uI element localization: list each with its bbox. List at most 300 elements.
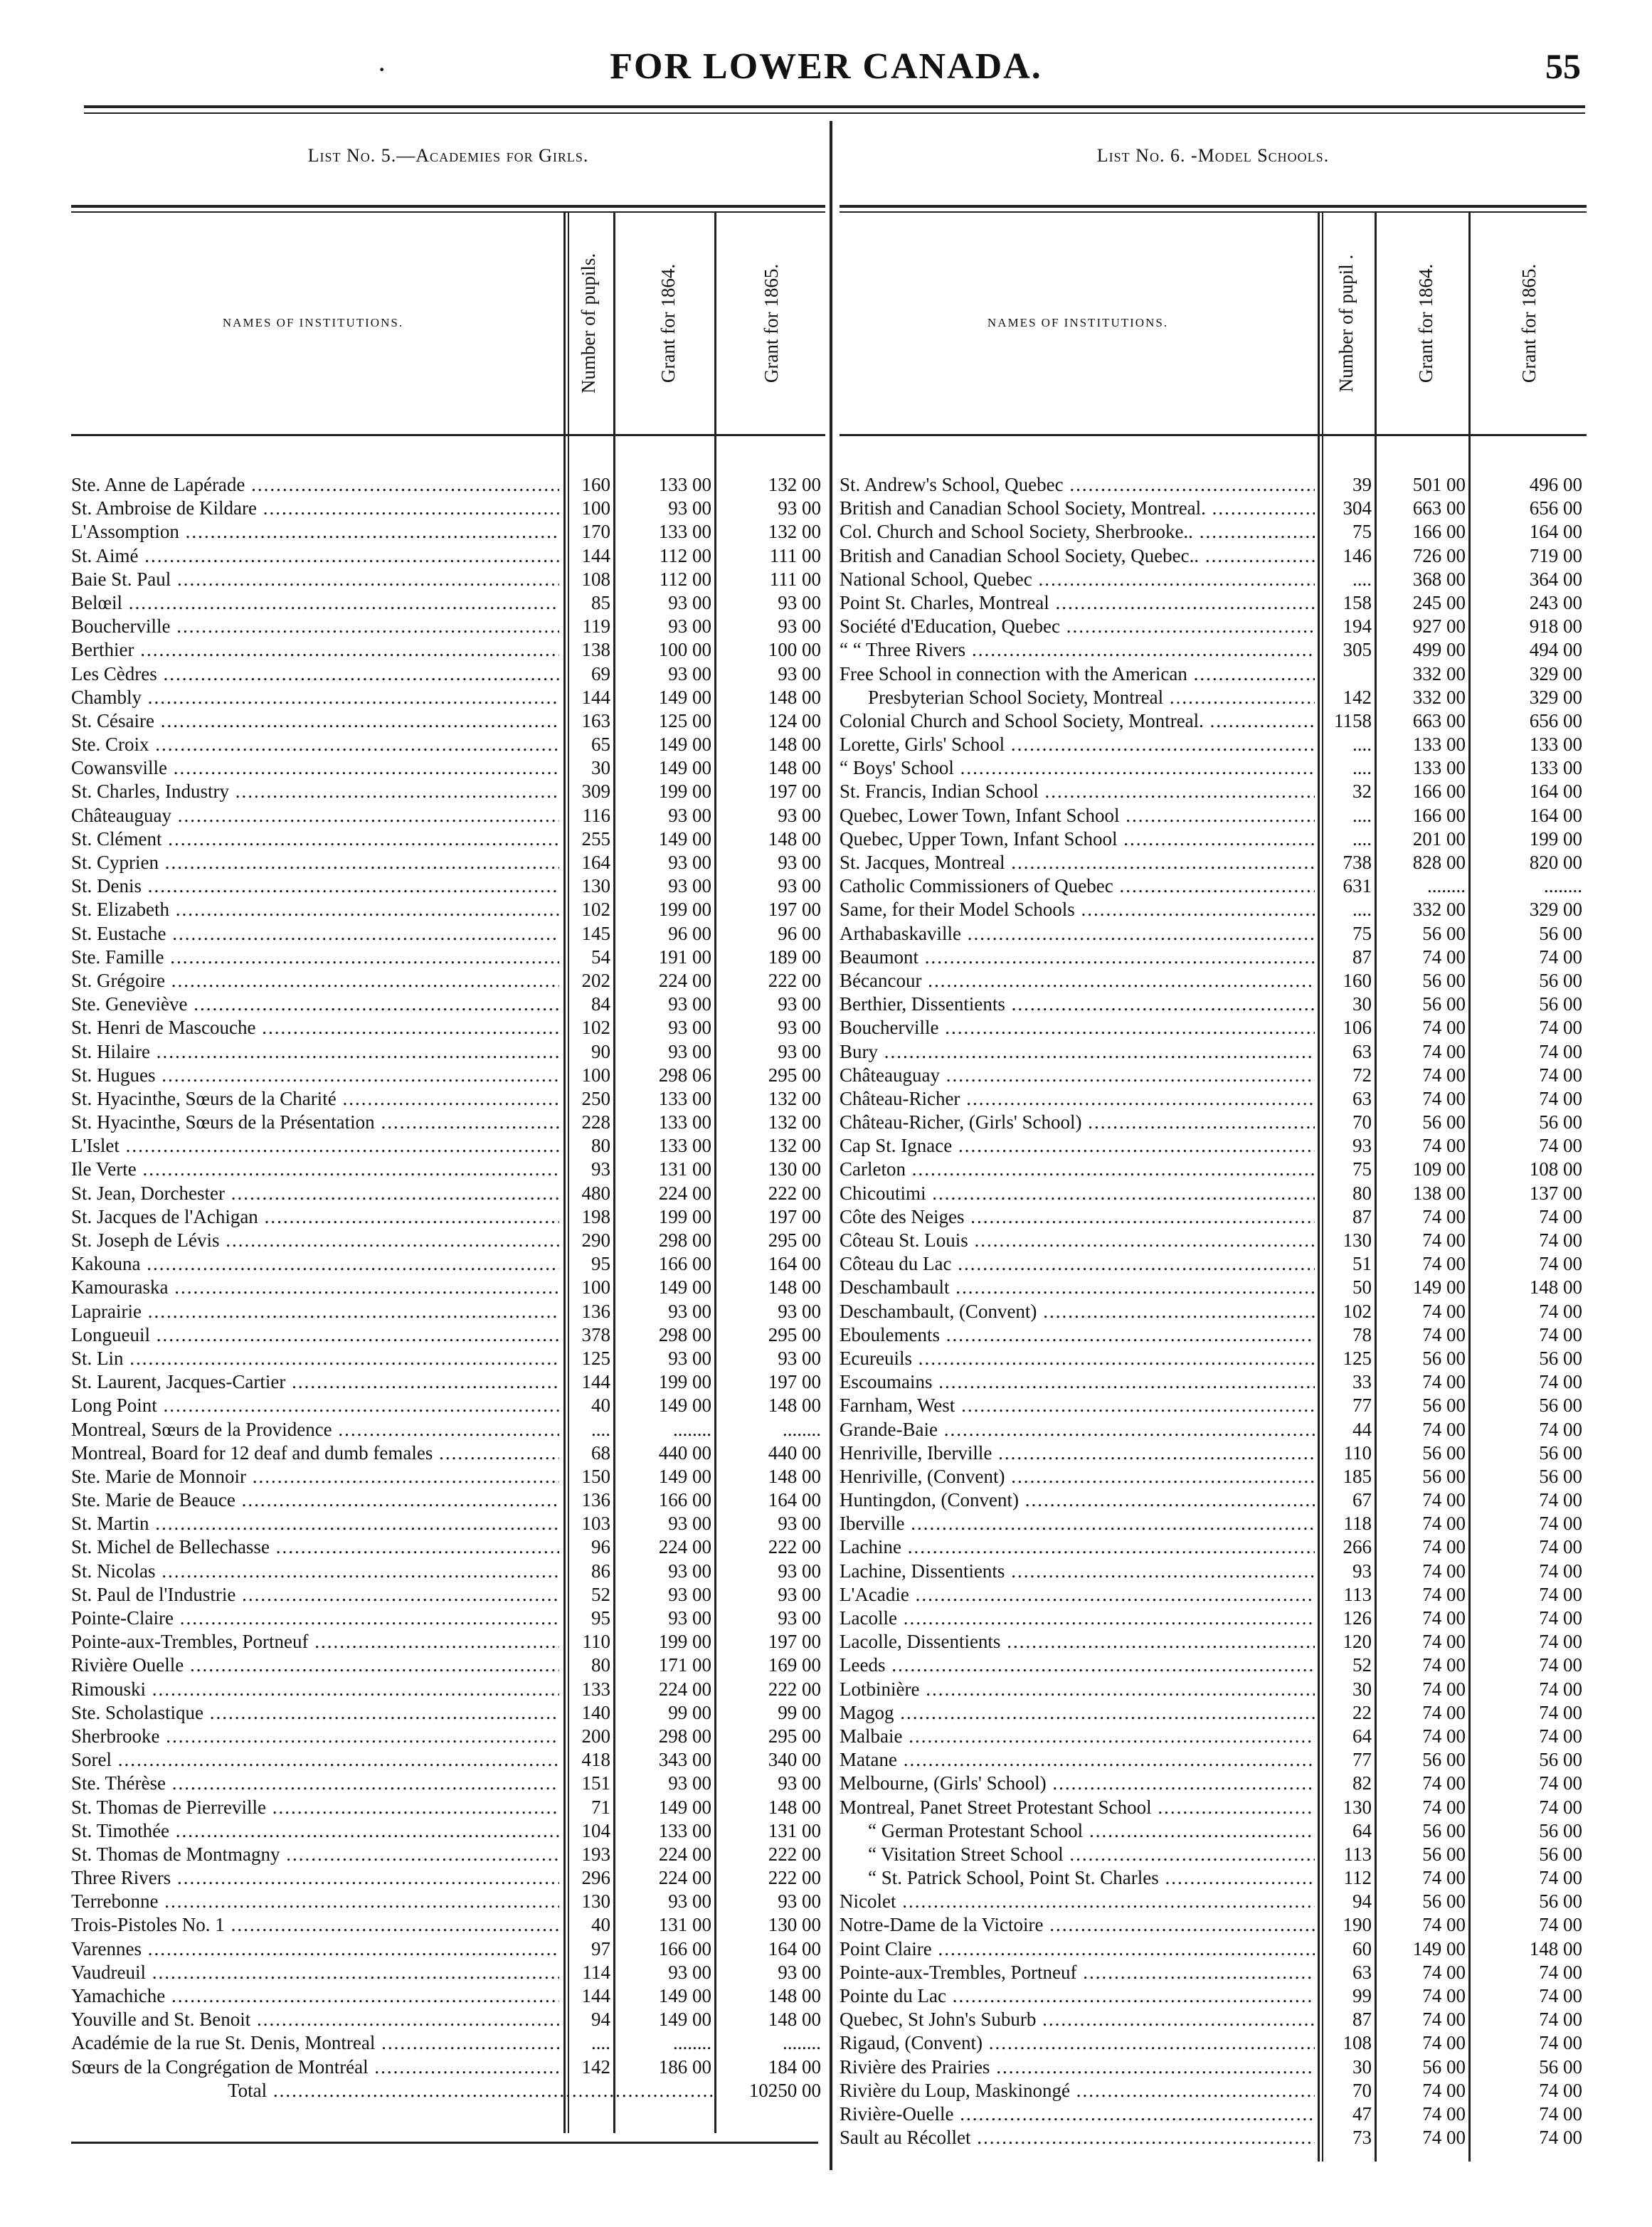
table-row [71, 1016, 825, 1040]
institution-name: St. Henri de Mascouche ..... [71, 1016, 559, 1040]
table-row [71, 1654, 825, 1677]
institution-name: Three Rivers ..... [71, 1866, 559, 1890]
grant-1865-cell: 329 00 [1529, 662, 1582, 684]
institution-name: St. Hugues ..... [71, 1064, 559, 1087]
grant-1864-cell: 74 00 [1422, 1654, 1466, 1676]
pupils-cell: 136 [581, 1300, 610, 1322]
table-row [840, 2031, 1587, 2055]
grant-1865-cell: 329 00 [1529, 686, 1582, 708]
institution-name: Beaumont ..... [840, 946, 1315, 969]
grant-1865-cell: 93 00 [778, 662, 821, 684]
pupils-cell: 40 [591, 1914, 610, 1936]
pupils-cell: 63 [1352, 1087, 1372, 1109]
grant-1865-cell: 197 00 [768, 1631, 821, 1653]
grant-1865-cell: 820 00 [1529, 852, 1582, 873]
institution-name: Presbyterian School Society, Montreal ..... [840, 686, 1315, 709]
institution-name: Rigaud, (Convent) ..... [840, 2031, 1315, 2055]
pupils-cell: 200 [581, 1725, 610, 1747]
table-row [71, 544, 825, 568]
grant-1865-cell: 74 00 [1539, 1205, 1582, 1227]
table-row [840, 1134, 1587, 1158]
grant-1864-cell: 298 06 [658, 1064, 711, 1086]
pupils-cell: 151 [581, 1772, 610, 1794]
institution-name: Lacolle ..... [840, 1607, 1315, 1630]
table-row [71, 1205, 825, 1229]
table-row [71, 1937, 825, 1961]
grant-1865-cell: 93 00 [778, 497, 821, 519]
institution-name: Grande-Baie ..... [840, 1418, 1315, 1442]
grant-1864-cell: 149 00 [1412, 1276, 1466, 1298]
institution-name: Berthier ..... [71, 638, 559, 662]
institution-name: Quebec, St John's Suburb ..... [840, 2008, 1315, 2031]
grant-1865-cell: 169 00 [768, 1654, 821, 1676]
grant-1865-cell: 93 00 [778, 875, 821, 897]
grant-1864-cell: 74 00 [1422, 2009, 1466, 2031]
table-row [71, 993, 825, 1016]
pupils-cell: 1158 [1334, 709, 1372, 731]
grant-1865-cell: ........ [1544, 875, 1582, 897]
pupils-cell: .... [1352, 757, 1372, 779]
grant-1865-cell: 56 00 [1539, 969, 1582, 991]
pupils-cell: 158 [1343, 591, 1372, 613]
institution-name: Ste. Marie de Beauce ..... [71, 1488, 559, 1512]
grant-1864-cell: 74 00 [1422, 1064, 1466, 1086]
grant-1865-cell: 184 00 [768, 2056, 821, 2078]
table-row [71, 497, 825, 520]
institution-name: Bury ..... [840, 1040, 1315, 1064]
grant-1864-cell: 56 00 [1422, 1843, 1466, 1865]
pupils-cell: 69 [591, 662, 610, 684]
table-row [840, 1418, 1587, 1442]
grant-1865-cell: 93 00 [778, 1772, 821, 1794]
table-row [71, 1630, 825, 1654]
institution-name: Châteauguay ..... [840, 1064, 1315, 1087]
grant-1864-cell: 133 00 [658, 474, 711, 495]
table-row [71, 1772, 825, 1795]
pupils-cell: 60 [1352, 1937, 1372, 1959]
grant-1865-cell: 364 00 [1529, 568, 1582, 590]
table-row [840, 827, 1587, 851]
table-row [71, 2008, 825, 2031]
pupils-cell: 94 [591, 2009, 610, 2031]
grant-1865-cell: 295 00 [768, 1064, 821, 1086]
pupils-cell: 64 [1352, 1819, 1372, 1841]
table-row [840, 1370, 1587, 1394]
right-col-names-header: NAMES OF INSTITUTIONS. [987, 316, 1169, 329]
grant-1864-cell: 112 00 [659, 544, 711, 566]
grant-1865-cell: 74 00 [1539, 946, 1582, 968]
pupils-cell: 97 [591, 1937, 610, 1959]
grant-1865-cell: 111 00 [769, 568, 821, 590]
pupils-cell: 150 [581, 1465, 610, 1487]
grant-1864-cell: 663 00 [1412, 709, 1466, 731]
grant-1864-cell: ........ [673, 2032, 711, 2054]
table-row [840, 1654, 1587, 1677]
institution-name: St. Jean, Dorchester ..... [71, 1182, 559, 1205]
pupils-cell: 119 [582, 615, 610, 638]
grant-1865-cell: 197 00 [768, 781, 821, 803]
table-row [840, 2102, 1587, 2126]
pupils-cell: 87 [1352, 2009, 1372, 2031]
pupils-cell: 118 [1343, 1513, 1372, 1535]
grant-1864-cell: 726 00 [1412, 544, 1466, 566]
grant-1864-cell: 74 00 [1422, 1017, 1466, 1039]
grant-1865-cell: 133 00 [1529, 757, 1582, 779]
table-row [71, 1678, 825, 1701]
grant-1864-cell: 171 00 [658, 1654, 711, 1676]
table-row [71, 1229, 825, 1252]
grant-1864-cell: 74 00 [1422, 1300, 1466, 1322]
grant-1865-cell: 130 00 [768, 1158, 821, 1180]
grant-1864-cell: 74 00 [1422, 2102, 1466, 2125]
grant-1865-cell: 93 00 [778, 1513, 821, 1535]
grant-1864-cell: 74 00 [1422, 1087, 1466, 1109]
table-row [71, 1748, 825, 1772]
grant-1864-cell: 149 00 [658, 1276, 711, 1298]
institution-name: Notre-Dame de la Victoire ..... [840, 1913, 1315, 1937]
pupils-cell: 78 [1352, 1323, 1372, 1345]
institution-name: Laprairie ..... [71, 1300, 559, 1323]
grant-1865-cell: 164 00 [1529, 521, 1582, 543]
grant-1864-cell: 74 00 [1422, 1607, 1466, 1629]
header-dot: · [377, 53, 387, 85]
pupils-cell: 144 [581, 544, 610, 566]
grant-1865-cell: 111 00 [769, 544, 821, 566]
table-row [840, 969, 1587, 993]
institution-name: L'Islet ..... [71, 1134, 559, 1158]
institution-name: St. Jacques de l'Achigan ..... [71, 1205, 559, 1229]
table-row [840, 1796, 1587, 1819]
grant-1865-cell: 148 00 [768, 734, 821, 756]
grant-1865-cell: 74 00 [1539, 1040, 1582, 1062]
institution-name: Rivière Ouelle ..... [71, 1654, 559, 1677]
table-row [71, 1182, 825, 1205]
pupils-cell: 113 [1343, 1843, 1372, 1865]
grant-1865-cell: 148 00 [768, 1985, 821, 2006]
grant-1865-cell: 197 00 [768, 899, 821, 921]
pupils-cell: 631 [1343, 875, 1372, 897]
institution-name: Varennes ..... [71, 1937, 559, 1961]
grant-1864-cell: 74 00 [1422, 1489, 1466, 1511]
grant-1865-cell: 918 00 [1529, 615, 1582, 638]
grant-1865-cell: 329 00 [1529, 899, 1582, 921]
institution-name: Eboulements ..... [840, 1323, 1315, 1347]
grant-1864-cell: 74 00 [1422, 1513, 1466, 1535]
grant-1865-cell: 164 00 [1529, 804, 1582, 826]
grant-1864-cell: 224 00 [658, 1843, 711, 1865]
grant-1865-cell: 130 00 [768, 1914, 821, 1936]
table-row [840, 1772, 1587, 1795]
grant-1865-cell: 132 00 [768, 1087, 821, 1109]
pupils-cell: 160 [1343, 969, 1372, 991]
table-row [840, 1535, 1587, 1559]
grant-1864-cell: ........ [1427, 875, 1466, 897]
table-row [71, 1843, 825, 1866]
pupils-cell: 296 [581, 1867, 610, 1889]
institution-name: “ Boys' School ..... [840, 756, 1315, 780]
grant-1864-cell: 93 00 [668, 1772, 711, 1794]
pupils-cell: 67 [1352, 1489, 1372, 1511]
pupils-cell: .... [591, 1418, 610, 1440]
pupils-cell: 738 [1343, 852, 1372, 873]
grant-1864-cell: 166 00 [1412, 521, 1466, 543]
grant-1865-cell: 656 00 [1529, 497, 1582, 519]
grant-1864-cell: 133 00 [1412, 734, 1466, 756]
pupils-cell: 266 [1343, 1536, 1372, 1558]
grant-1865-cell: 74 00 [1539, 1725, 1582, 1747]
right-table-body [840, 473, 1587, 2149]
institution-name: Lachine ..... [840, 1535, 1315, 1559]
institution-name: Point St. Charles, Montreal ..... [840, 591, 1315, 615]
grant-1865-cell: 74 00 [1539, 1985, 1582, 2006]
table-row [840, 1111, 1587, 1134]
table-row [71, 804, 825, 827]
pupils-cell: 90 [591, 1040, 610, 1062]
pupils-cell: 126 [1343, 1607, 1372, 1629]
table-row [71, 946, 825, 969]
table-row [840, 1016, 1587, 1040]
pupils-cell: 140 [581, 1701, 610, 1723]
pupils-cell: 190 [1343, 1914, 1372, 1936]
institution-name: St. Andrew's School, Quebec ..... [840, 473, 1315, 497]
pupils-cell: 64 [1352, 1725, 1372, 1747]
grant-1864-cell: 99 00 [668, 1701, 711, 1723]
institution-name: St. Hyacinthe, Sœurs de la Charité ..... [71, 1087, 559, 1111]
table-row [71, 591, 825, 615]
table-row [71, 473, 825, 497]
institution-name: Quebec, Upper Town, Infant School ..... [840, 827, 1315, 851]
pupils-cell: 110 [582, 1631, 610, 1653]
pupils-cell: 95 [591, 1607, 610, 1629]
pupils-cell: 125 [581, 1347, 610, 1369]
table-row [71, 1276, 825, 1299]
grant-1865-cell: 93 00 [778, 993, 821, 1015]
institution-name: Vaudreuil ..... [71, 1961, 559, 1984]
right-header-rule [840, 434, 1587, 436]
pupils-cell: 113 [1343, 1583, 1372, 1605]
table-row [71, 1913, 825, 1937]
column-divider [830, 121, 832, 2170]
grant-1864-cell: 93 00 [668, 1017, 711, 1039]
grant-1864-cell: 74 00 [1422, 1371, 1466, 1393]
pupils-cell: 108 [581, 568, 610, 590]
grant-1864-cell: 93 00 [668, 1040, 711, 1062]
grant-1864-cell: 368 00 [1412, 568, 1466, 590]
table-row [71, 874, 825, 898]
grant-1864-cell: 74 00 [1422, 1725, 1466, 1747]
institution-name: Iberville ..... [840, 1512, 1315, 1535]
table-row [71, 1064, 825, 1087]
left-caption: List No. 5.—Academies for Girls. [307, 145, 589, 166]
institution-name: Lacolle, Dissentients ..... [840, 1630, 1315, 1654]
grant-1864-cell: 56 00 [1422, 969, 1466, 991]
grant-1864-cell: 149 00 [658, 734, 711, 756]
pupils-cell: .... [1352, 734, 1372, 756]
grant-1864-cell: 74 00 [1422, 2079, 1466, 2101]
page-number: 55 [1545, 46, 1581, 86]
pupils-cell: 94 [1352, 1890, 1372, 1913]
institution-name: Henriville, (Convent) ..... [840, 1465, 1315, 1488]
pupils-cell: 309 [581, 781, 610, 803]
grant-1864-cell: 199 00 [658, 1205, 711, 1227]
institution-name: British and Canadian School Society, Montreal. ..... [840, 497, 1315, 520]
institution-name: Rivière des Prairies ..... [840, 2056, 1315, 2079]
grant-1864-cell: 199 00 [658, 899, 711, 921]
grant-1865-cell: 74 00 [1539, 1772, 1582, 1794]
pupils-cell: 80 [591, 1135, 610, 1157]
pupils-cell: 130 [581, 1890, 610, 1913]
table-row [71, 1111, 825, 1134]
grant-1865-cell: 56 00 [1539, 1465, 1582, 1487]
institution-name: Lorette, Girls' School ..... [840, 733, 1315, 756]
grant-1864-cell: 74 00 [1422, 1678, 1466, 1700]
grant-1865-cell: 295 00 [768, 1725, 821, 1747]
pupils-cell: 305 [1343, 639, 1372, 661]
grant-1864-cell: 149 00 [658, 2009, 711, 2031]
table-row [840, 874, 1587, 898]
grant-1865-cell: 494 00 [1529, 639, 1582, 661]
grant-1865-cell: 164 00 [768, 1253, 821, 1275]
left-bottom-rule [71, 2142, 818, 2144]
grant-1865-cell: 124 00 [768, 709, 821, 731]
pupils-cell: 96 [591, 1536, 610, 1558]
grant-1865-cell: 656 00 [1529, 709, 1582, 731]
grant-1865-cell: 74 00 [1539, 1300, 1582, 1322]
table-row [840, 898, 1587, 921]
grant-1865-cell: ........ [783, 1418, 821, 1440]
grant-1865-cell: 93 00 [778, 1040, 821, 1062]
grant-1865-cell: 93 00 [778, 804, 821, 826]
grant-1865-cell: 295 00 [768, 1229, 821, 1251]
grant-1865-cell: 93 00 [778, 852, 821, 873]
table-row [71, 1087, 825, 1111]
grant-1864-cell: 74 00 [1422, 1796, 1466, 1818]
grant-1865-cell: 148 00 [768, 1276, 821, 1298]
pupils-cell: 378 [581, 1323, 610, 1345]
table-row [71, 1725, 825, 1748]
pupils-cell: 130 [581, 875, 610, 897]
grant-1864-cell: 93 00 [668, 1890, 711, 1913]
pupils-cell: .... [1352, 568, 1372, 590]
table-row [840, 1040, 1587, 1064]
grant-1864-cell: 56 00 [1422, 1347, 1466, 1369]
institution-name: Catholic Commissioners of Quebec ..... [840, 874, 1315, 898]
institution-name: Longueuil ..... [71, 1323, 559, 1347]
grant-1865-cell: 74 00 [1539, 1135, 1582, 1157]
pupils-cell: 112 [1343, 1867, 1372, 1889]
header-rule-bottom [84, 112, 1585, 114]
institution-name: Ste. Geneviève ..... [71, 993, 559, 1016]
grant-1865-cell: 108 00 [1529, 1158, 1582, 1180]
grant-1865-cell: 74 00 [1539, 1418, 1582, 1440]
right-caption: List No. 6. -Model Schools. [1096, 145, 1330, 166]
grant-1864-cell: 298 00 [658, 1323, 711, 1345]
pupils-cell: 125 [1343, 1347, 1372, 1369]
grant-1865-cell: 74 00 [1539, 1253, 1582, 1275]
grant-1864-cell: 166 00 [658, 1253, 711, 1275]
grant-1864-cell: ........ [673, 1418, 711, 1440]
grant-1864-cell: 149 00 [658, 1395, 711, 1417]
pupils-cell: 104 [581, 1819, 610, 1841]
table-row [840, 1961, 1587, 1984]
grant-1864-cell: 74 00 [1422, 1323, 1466, 1345]
grant-1865-cell: 74 00 [1539, 1701, 1582, 1723]
table-row [840, 946, 1587, 969]
institution-name: Côteau St. Louis ..... [840, 1229, 1315, 1252]
institution-name: Malbaie ..... [840, 1725, 1315, 1748]
institution-name: St. Clément ..... [71, 827, 559, 851]
grant-1864-cell: 191 00 [658, 946, 711, 968]
table-row [71, 1488, 825, 1512]
grant-1865-cell: 74 00 [1539, 1631, 1582, 1653]
pupils-cell: 50 [1352, 1276, 1372, 1298]
institution-name: L'Assomption ..... [71, 520, 559, 544]
grant-1864-cell: 74 00 [1422, 1867, 1466, 1889]
table-row [840, 591, 1587, 615]
institution-name: Arthabaskaville ..... [840, 922, 1315, 946]
grant-1865-cell: 56 00 [1539, 1111, 1582, 1133]
grant-1864-cell: 93 00 [668, 804, 711, 826]
institution-name: St. Hilaire ..... [71, 1040, 559, 1064]
table-row [840, 1583, 1587, 1607]
institution-name: Rivière-Ouelle ..... [840, 2102, 1315, 2126]
institution-name: Boucherville ..... [71, 615, 559, 638]
table-row [840, 568, 1587, 591]
pupils-cell: .... [1352, 899, 1372, 921]
grant-1864-cell: 133 00 [658, 1111, 711, 1133]
pupils-cell: 136 [581, 1489, 610, 1511]
grant-1865-cell: 164 00 [1529, 781, 1582, 803]
table-row [840, 2079, 1587, 2102]
table-row [840, 1323, 1587, 1347]
institution-name: St. Laurent, Jacques-Cartier ..... [71, 1370, 559, 1394]
grant-1865-cell: 93 00 [778, 1560, 821, 1582]
institution-name: Ste. Scholastique ..... [71, 1701, 559, 1725]
table-row [840, 1512, 1587, 1535]
institution-name: Carleton ..... [840, 1158, 1315, 1181]
grant-1865-cell: 74 00 [1539, 2102, 1582, 2125]
pupils-cell: 93 [1352, 1135, 1372, 1157]
pupils-cell: 30 [1352, 1678, 1372, 1700]
pupils-cell: 250 [581, 1087, 610, 1109]
pupils-cell: 133 [581, 1678, 610, 1700]
table-row [71, 1819, 825, 1843]
table-row [840, 1725, 1587, 1748]
institution-name: Point Claire ..... [840, 1937, 1315, 1961]
table-row [840, 544, 1587, 568]
institution-name: St. Paul de l'Industrie ..... [71, 1583, 559, 1607]
table-row [71, 638, 825, 662]
institution-name: Ste. Marie de Monnoir ..... [71, 1465, 559, 1488]
institution-name: Kamouraska ..... [71, 1276, 559, 1299]
grant-1864-cell: 56 00 [1422, 1465, 1466, 1487]
table-row [71, 780, 825, 803]
pupils-cell: 114 [582, 1961, 610, 1983]
institution-name: Sœurs de la Congrégation de Montréal ..... [71, 2056, 559, 2079]
grant-1865-cell: 93 00 [778, 591, 821, 613]
table-row [840, 1347, 1587, 1370]
institution-name: Sherbrooke ..... [71, 1725, 559, 1748]
institution-name: Long Point ..... [71, 1394, 559, 1417]
pupils-cell: 418 [581, 1749, 610, 1771]
table-row [840, 804, 1587, 827]
grant-1864-cell: 109 00 [1412, 1158, 1466, 1180]
pupils-cell: 146 [1343, 544, 1372, 566]
grant-1865-cell: 93 00 [778, 1961, 821, 1983]
table-row [71, 1040, 825, 1064]
grant-1865-cell: 74 00 [1539, 1017, 1582, 1039]
institution-name: St. Hyacinthe, Sœurs de la Présentation ..... [71, 1111, 559, 1134]
